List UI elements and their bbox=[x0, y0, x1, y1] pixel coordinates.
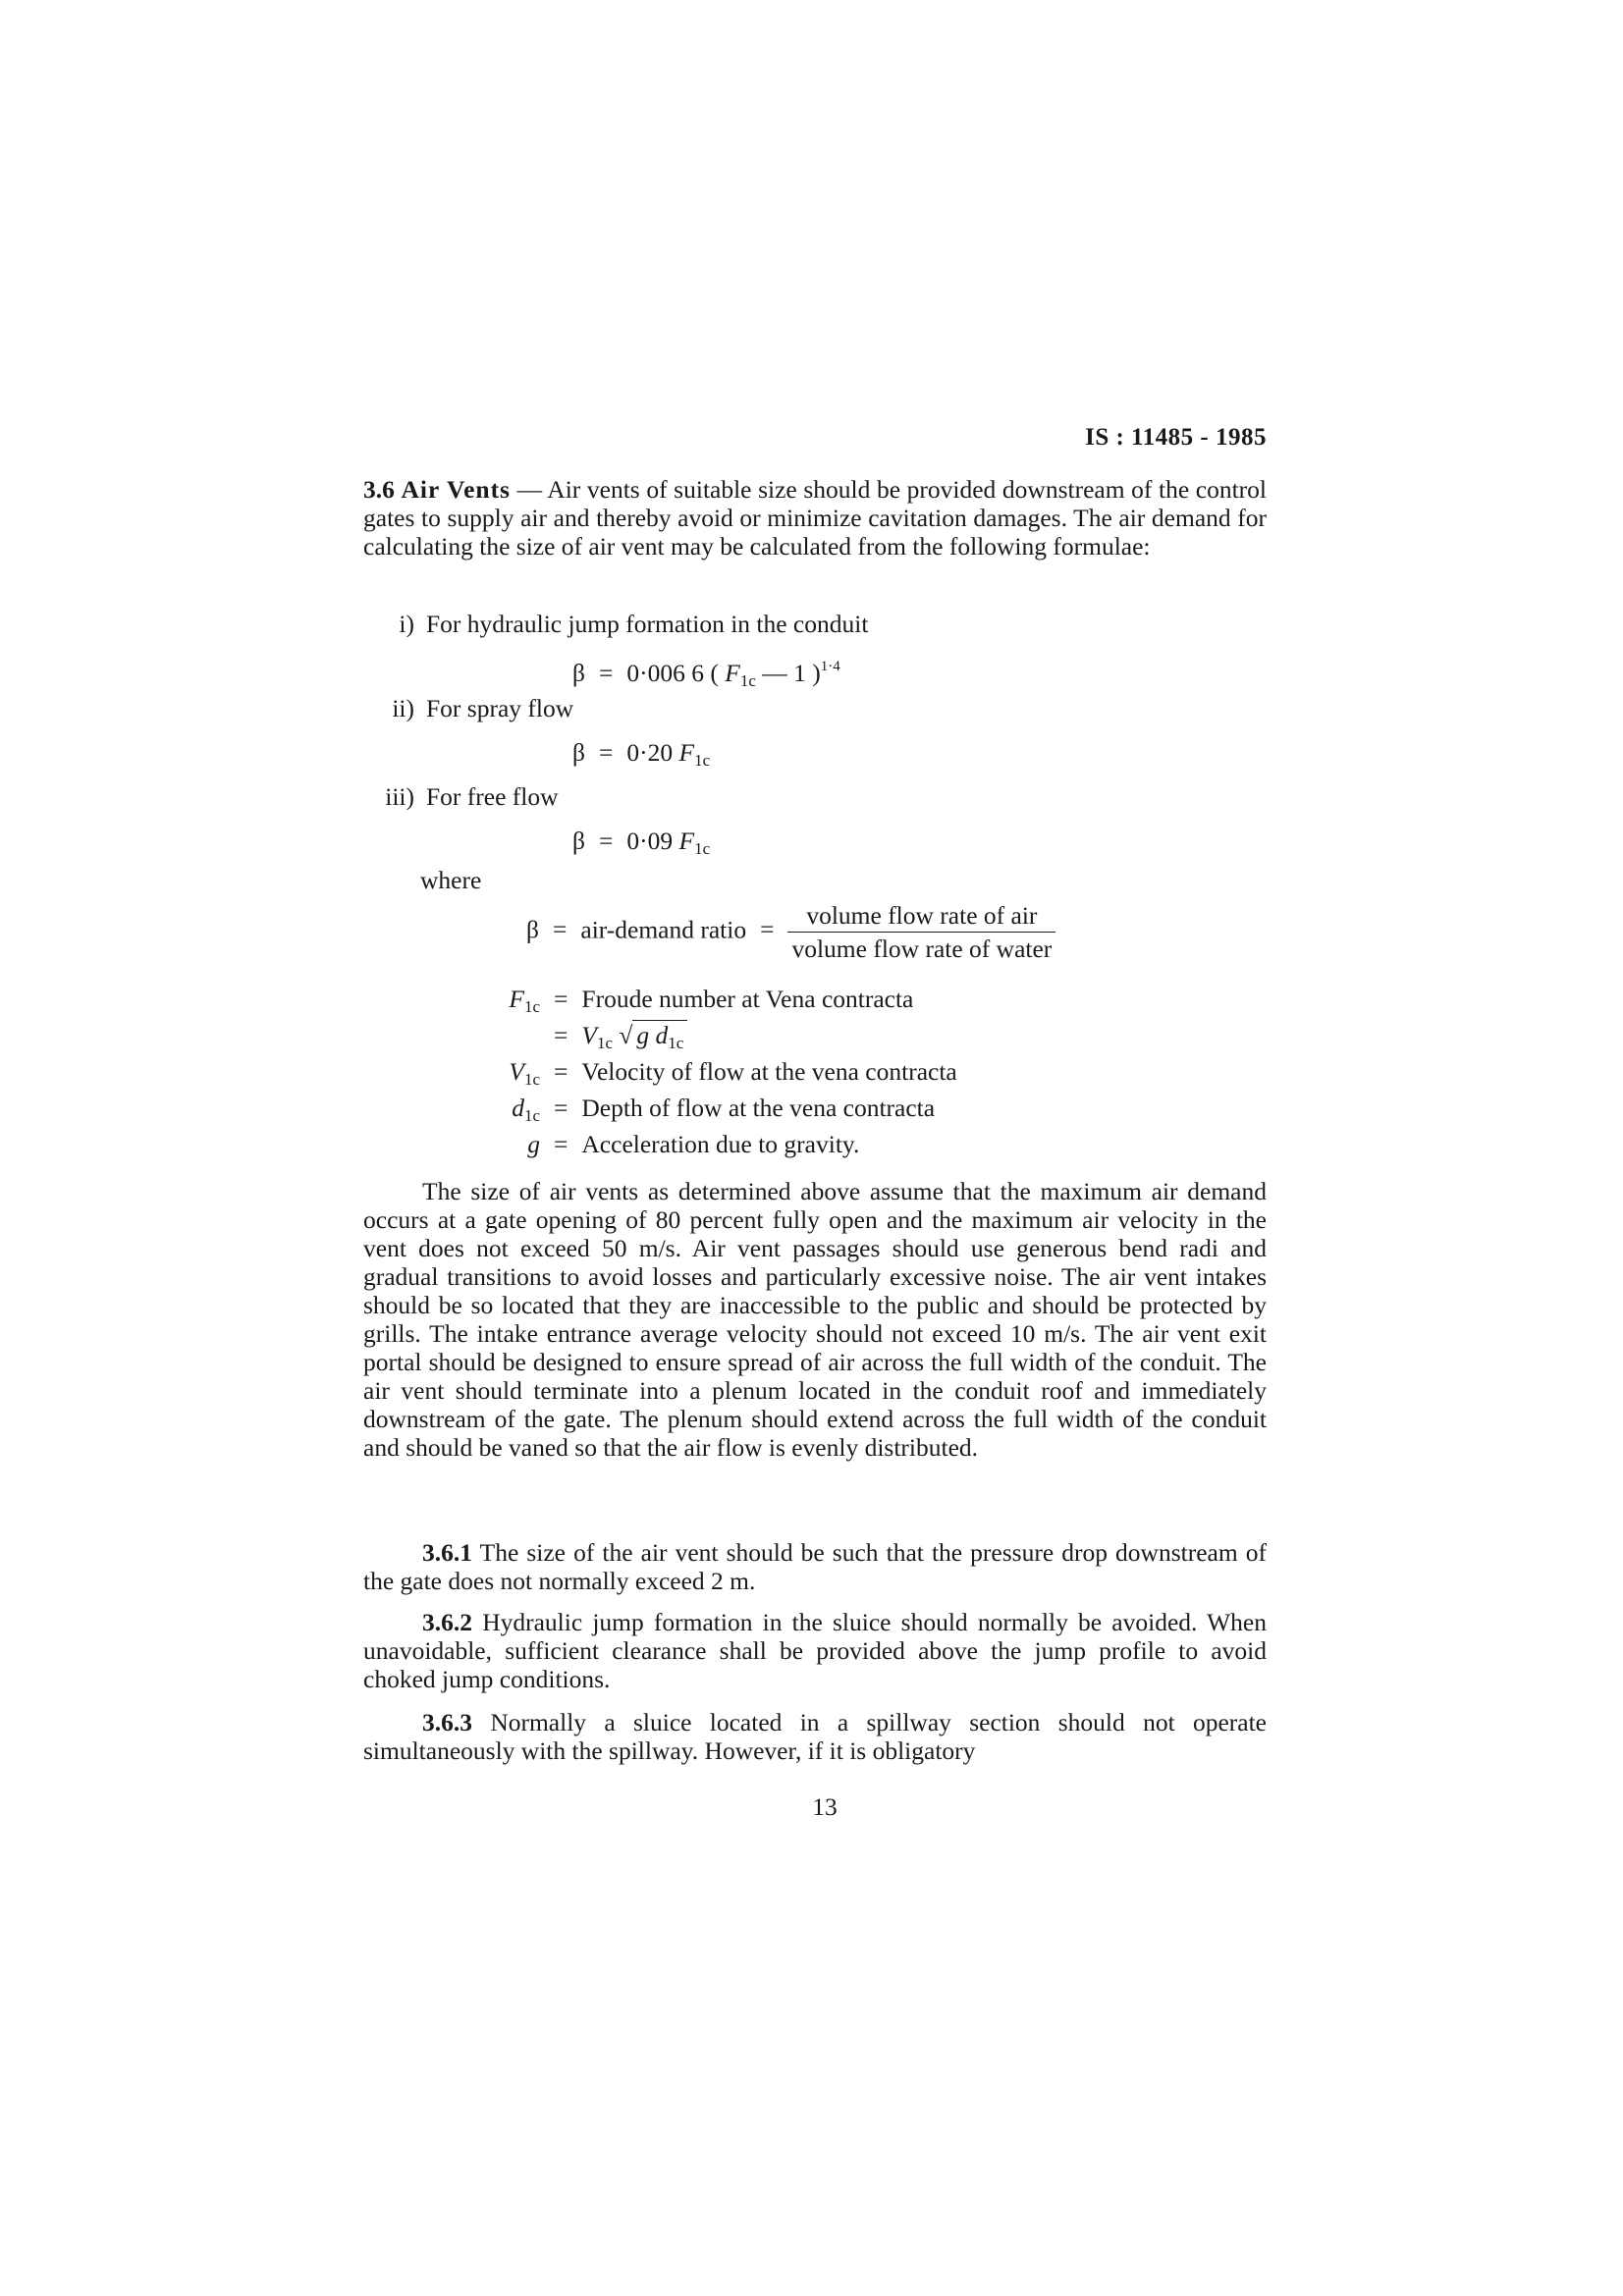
case-item-3 bbox=[363, 782, 559, 811]
formula-rest: — 1 ) bbox=[762, 659, 821, 687]
main-paragraph: The size of air vents as determined above assume that the maximum air demand occurs at a gate opening of 80 percent fully open and the maximum air velocity in the vent does not exceed 50 m/s. Air vent passages should use generous bend radi and gradual transitions to avoid losses and particularly excessive noise. The air vent intakes should be so located that they are inaccessible to the public and should be protected by grills. The intake entrance average velocity should not exceed 10 m/s. The air vent exit portal should be designed to ensure spread of air across the full width of the conduit. The air vent should terminate into a plenum located in the conduit roof and immediately downstream of the gate. The plenum should extend across the full width of the conduit and should be vaned so that the air flow is evenly distributed. bbox=[363, 1177, 1267, 1462]
subclause-number: 3.6.1 bbox=[422, 1538, 472, 1567]
case-marker: ii) bbox=[392, 694, 414, 722]
velocity-symbol: V bbox=[581, 1021, 597, 1049]
definition-symbol: g bbox=[527, 1130, 540, 1158]
fraction-numerator: volume flow rate of air bbox=[787, 901, 1055, 933]
formula-exponent: 1·4 bbox=[820, 659, 840, 674]
subclause-text: Normally a sluice located in a spillway section should not operate simultaneously with the spillway. However, if it is obligatory bbox=[363, 1708, 1267, 1765]
froude-subscript: 1c bbox=[739, 671, 756, 690]
definition-description: Depth of flow at the vena contracta bbox=[581, 1094, 936, 1122]
clause-dash: — bbox=[516, 475, 543, 504]
case-marker: i) bbox=[399, 610, 414, 638]
clause-title: Air Vents bbox=[401, 475, 511, 504]
standard-number: IS : 11485 - 1985 bbox=[1085, 424, 1267, 451]
formula-coefficient: 0·20 bbox=[626, 738, 674, 767]
froude-symbol: F bbox=[725, 659, 740, 687]
definition-depth bbox=[442, 1094, 935, 1130]
equals-sign: = bbox=[554, 1130, 568, 1158]
froude-subscript: 1c bbox=[694, 751, 711, 770]
froude-symbol: F bbox=[678, 827, 695, 855]
definition-description: Froude number at Vena contracta bbox=[581, 985, 914, 1013]
clause-3-6-2 bbox=[363, 1608, 1267, 1693]
clause-3-6-paragraph bbox=[363, 475, 1267, 561]
clause-number: 3.6 bbox=[363, 475, 395, 504]
clause-3-6-3 bbox=[363, 1708, 1267, 1765]
case-label: For hydraulic jump formation in the conduit bbox=[426, 610, 869, 638]
equals-sign: = bbox=[554, 1094, 568, 1122]
clause-3-6-heading bbox=[363, 475, 511, 504]
equals-sign: = bbox=[760, 915, 775, 944]
formula-coefficient: 0·09 bbox=[626, 827, 674, 855]
case-item-1 bbox=[363, 610, 868, 638]
case-label: For free flow bbox=[426, 782, 559, 811]
subclause-text: Hydraulic jump formation in the sluice should normally be avoided. When unavoidable, sufficient clearance shall be provided above the jump profile to avoid choked jump conditions. bbox=[363, 1608, 1268, 1693]
froude-symbol: F bbox=[678, 738, 695, 767]
equals-sign: = bbox=[554, 1057, 568, 1086]
clause-3-6-text: Air vents of suitable size should be provided downstream of the control gates to supply air and thereby avoid or minimize cavitation damages. The air demand for calculating the size of air vent may be calculated from the following formulae: bbox=[363, 475, 1267, 561]
subclause-text: The size of the air vent should be such that the pressure drop downstream of the gate does not normally exceed 2 m. bbox=[363, 1538, 1267, 1595]
velocity-subscript: 1c bbox=[596, 1034, 614, 1052]
air-demand-fraction bbox=[787, 901, 1055, 963]
equals-sign: = bbox=[598, 738, 614, 767]
square-root-icon: √ g $d_{1c}$ bbox=[619, 1021, 687, 1057]
beta-definition bbox=[526, 901, 1055, 963]
beta-symbol: β bbox=[526, 915, 539, 944]
formula-spray-flow bbox=[572, 738, 710, 774]
definition-velocity bbox=[442, 1057, 957, 1094]
equals-sign: = bbox=[552, 915, 568, 944]
froude-subscript: 1c bbox=[694, 839, 711, 858]
fraction-denominator: volume flow rate of water bbox=[791, 934, 1053, 963]
beta-symbol: β bbox=[572, 738, 585, 767]
formula-free-flow bbox=[572, 827, 710, 863]
formula-hydraulic-jump bbox=[572, 653, 840, 695]
case-item-2 bbox=[363, 694, 573, 722]
definition-symbol: $V_{1c}$ bbox=[509, 1057, 540, 1089]
page-number: 13 bbox=[812, 1792, 838, 1821]
subclause-number: 3.6.2 bbox=[422, 1608, 472, 1636]
definition-symbol: $d_{1c}$ bbox=[512, 1094, 540, 1125]
clause-3-6-1 bbox=[363, 1538, 1267, 1595]
where-label: where bbox=[420, 866, 482, 894]
equals-sign: = bbox=[598, 827, 614, 855]
subclause-number: 3.6.3 bbox=[422, 1708, 472, 1736]
beta-symbol: β bbox=[572, 827, 585, 855]
definition-gravity bbox=[442, 1130, 859, 1158]
formula-coefficient: 0·006 6 ( bbox=[626, 659, 719, 687]
case-label: For spray flow bbox=[426, 694, 574, 722]
equals-sign: = bbox=[554, 985, 568, 1013]
definition-description: Acceleration due to gravity. bbox=[581, 1130, 860, 1158]
definition-froude bbox=[442, 985, 913, 1021]
definition-froude-expression bbox=[442, 1021, 687, 1057]
beta-symbol: β bbox=[572, 659, 585, 687]
definition-symbol: $F_{1c}$ bbox=[509, 985, 540, 1016]
definition-description: Velocity of flow at the vena contracta bbox=[581, 1057, 957, 1086]
beta-definition-text: air-demand ratio bbox=[580, 915, 747, 944]
equals-sign: = bbox=[598, 659, 614, 687]
equals-sign: = bbox=[554, 1021, 568, 1049]
case-marker: iii) bbox=[385, 782, 414, 811]
